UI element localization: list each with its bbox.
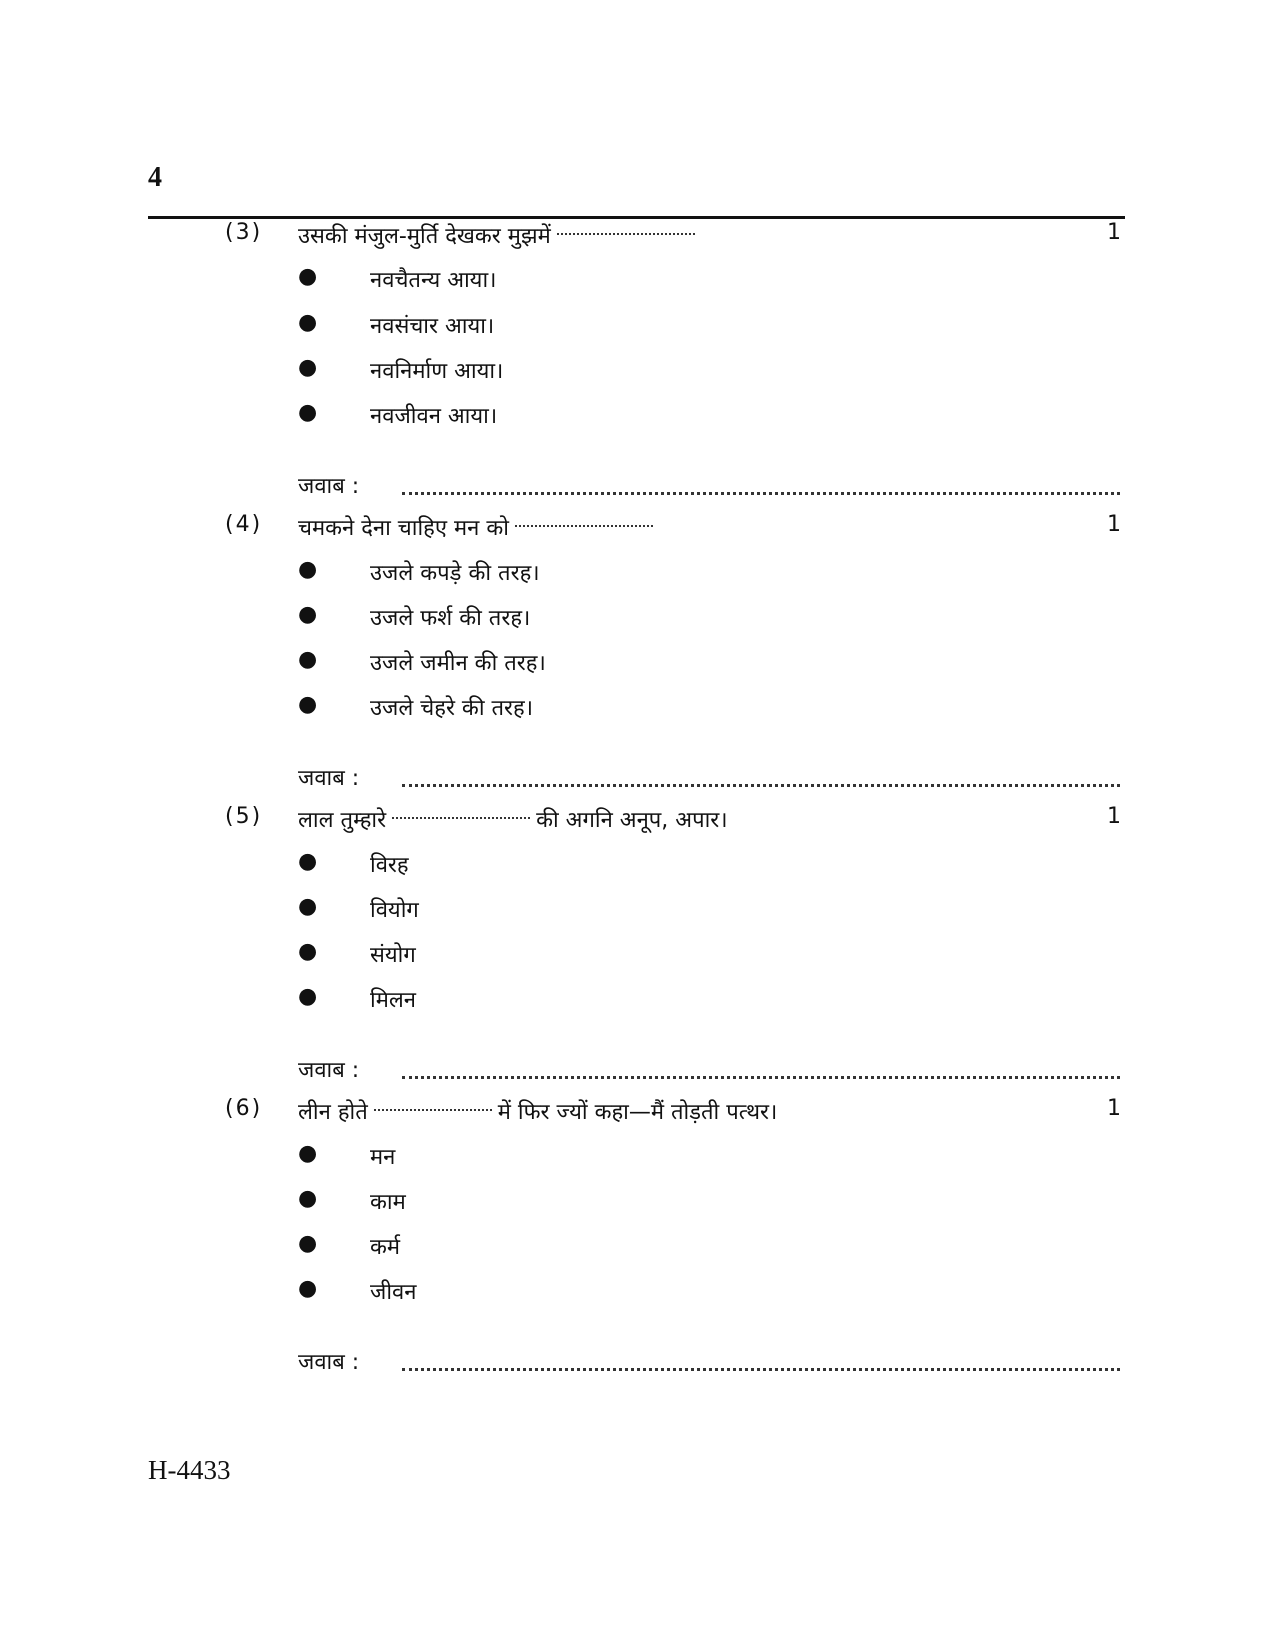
page-number: 4 [148, 162, 162, 193]
question-suffix: में फिर ज्यों कहा—मैं तोड़ती पत्थर। [497, 1100, 778, 1125]
option-text: उजले फर्श की तरह। [370, 606, 531, 631]
question-number: (6) [225, 1096, 263, 1121]
bullet-icon: ● [298, 1186, 318, 1211]
option-text: उजले जमीन की तरह। [370, 651, 546, 676]
blank-dots [392, 805, 530, 819]
bullet-icon: ● [298, 310, 318, 335]
answer-label: जवाब : [298, 1058, 360, 1083]
answer-label: जवाब : [298, 474, 360, 499]
option-text: संयोग [370, 943, 416, 968]
question-text [298, 1096, 777, 1126]
bullet-icon: ● [298, 894, 318, 919]
paper-code: H-4433 [148, 1455, 231, 1485]
question-prefix: लाल तुम्हारे [298, 808, 387, 833]
answer-dotted-line [402, 492, 1120, 495]
answer-dotted-line [402, 1076, 1120, 1079]
blank-dots [557, 221, 695, 235]
blank-dots [374, 1097, 492, 1111]
option-text: नवजीवन आया। [370, 404, 498, 429]
bullet-icon: ● [298, 602, 318, 627]
bullet-icon: ● [298, 264, 318, 289]
answer-dotted-line [402, 1368, 1120, 1371]
option-text: नवसंचार आया। [370, 314, 495, 339]
bullet-icon: ● [298, 647, 318, 672]
question-mark: 1 [1107, 512, 1121, 537]
header-rule [148, 216, 1125, 219]
bullet-icon: ● [298, 557, 318, 582]
bullet-icon: ● [298, 1231, 318, 1256]
option-text: उजले कपड़े की तरह। [370, 561, 540, 586]
option-text: जीवन [370, 1280, 417, 1305]
option-text: नवचैतन्य आया। [370, 268, 497, 293]
answer-dotted-line [402, 784, 1120, 787]
bullet-icon: ● [298, 984, 318, 1009]
option-text: विरह [370, 853, 409, 878]
question-text [298, 512, 659, 542]
question-mark: 1 [1107, 1096, 1121, 1121]
option-text: काम [370, 1190, 406, 1215]
bullet-icon: ● [298, 355, 318, 380]
question-number: (4) [225, 512, 263, 537]
answer-label: जवाब : [298, 766, 360, 791]
option-text: नवनिर्माण आया। [370, 359, 504, 384]
question-mark: 1 [1107, 220, 1121, 245]
option-text: मिलन [370, 988, 416, 1013]
question-suffix: की अगनि अनूप, अपार। [536, 808, 728, 833]
bullet-icon: ● [298, 1276, 318, 1301]
answer-label: जवाब : [298, 1350, 360, 1375]
option-text: उजले चेहरे की तरह। [370, 696, 534, 721]
option-text: वियोग [370, 898, 419, 923]
question-prefix: लीन होते [298, 1100, 368, 1125]
question-number: (3) [225, 220, 263, 245]
option-text: कर्म [370, 1235, 401, 1260]
bullet-icon: ● [298, 692, 318, 717]
question-text [298, 220, 701, 250]
bullet-icon: ● [298, 849, 318, 874]
question-text [298, 804, 728, 834]
bullet-icon: ● [298, 1141, 318, 1166]
question-mark: 1 [1107, 804, 1121, 829]
bullet-icon: ● [298, 400, 318, 425]
blank-dots [515, 513, 653, 527]
option-text: मन [370, 1145, 396, 1170]
bullet-icon: ● [298, 939, 318, 964]
question-number: (5) [225, 804, 263, 829]
question-prefix: चमकने देना चाहिए मन को [298, 516, 509, 541]
question-prefix: उसकी मंजुल-मुर्ति देखकर मुझमें [298, 224, 551, 249]
